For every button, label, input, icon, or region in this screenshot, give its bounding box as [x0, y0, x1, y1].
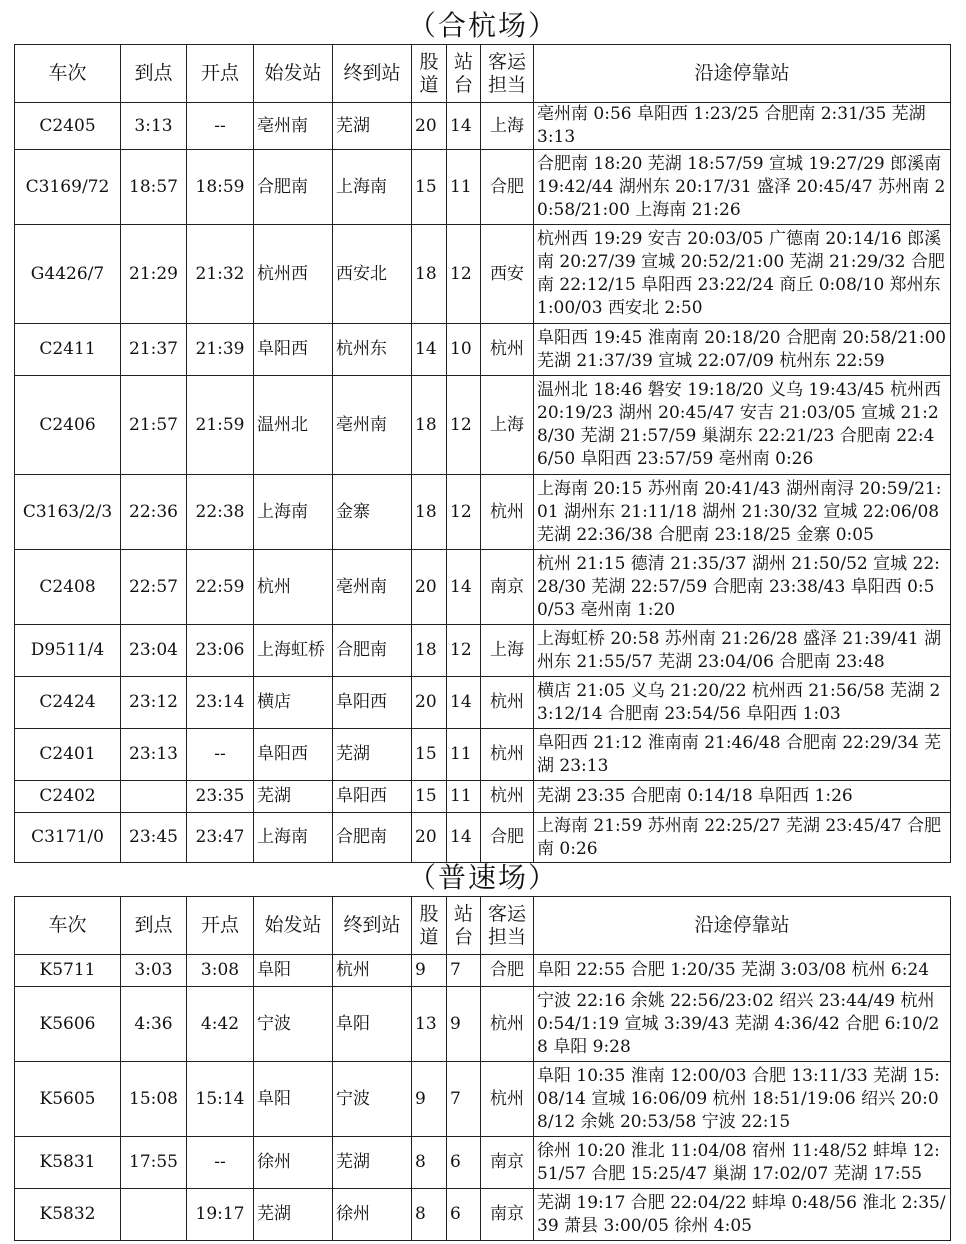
cell-depart: 22:38 [187, 475, 254, 550]
table-row [15, 324, 951, 376]
cell-depart: 21:32 [187, 225, 254, 324]
table-row [15, 987, 951, 1062]
cell-track: 18 [412, 225, 447, 324]
table-row [15, 813, 951, 863]
cell-track: 9 [412, 955, 447, 987]
cell-arrive [121, 1189, 187, 1241]
cell-terminus: 宁波 [333, 1062, 412, 1137]
cell-track: 13 [412, 987, 447, 1062]
cell-arrive: 23:04 [121, 625, 187, 677]
cell-stops: 杭州 21:15 德清 21:35/37 湖州 21:50/52 宣城 22:28/30 芜湖 22:57/59 合肥南 23:38/43 阜阳西 0:50/53 亳州南 1:20 [534, 550, 951, 625]
header-stops: 沿途停靠站 [534, 45, 951, 103]
header-origin: 始发站 [254, 897, 333, 955]
cell-terminus: 亳州南 [333, 550, 412, 625]
cell-terminus: 亳州南 [333, 376, 412, 475]
section-title-pusu: （普速场） [407, 861, 558, 894]
cell-terminus: 阜阳西 [333, 781, 412, 813]
cell-stops: 上海南 21:59 苏州南 22:25/27 芜湖 23:45/47 合肥南 0:26 [534, 813, 951, 863]
cell-terminus: 芜湖 [333, 103, 412, 150]
cell-stops: 合肥南 18:20 芜湖 18:57/59 宣城 19:27/29 郎溪南 19:42/44 湖州东 20:17/31 盛泽 20:45/47 苏州南 20:58/21:00 上海南 21:26 [534, 150, 951, 225]
cell-track: 14 [412, 324, 447, 376]
cell-origin: 横店 [254, 677, 333, 729]
table-row [15, 781, 951, 813]
cell-arrive: 18:57 [121, 150, 187, 225]
table-row [15, 729, 951, 781]
cell-stops: 上海虹桥 20:58 苏州南 21:26/28 盛泽 21:39/41 湖州东 21:55/57 芜湖 23:04/06 合肥南 23:48 [534, 625, 951, 677]
cell-terminus: 芜湖 [333, 729, 412, 781]
cell-train: C2402 [15, 781, 121, 813]
cell-train: K5605 [15, 1062, 121, 1137]
header-track: 股道 [412, 897, 447, 955]
cell-depart: 18:59 [187, 150, 254, 225]
table-row [15, 475, 951, 550]
cell-origin: 上海虹桥 [254, 625, 333, 677]
table-row [15, 1137, 951, 1189]
cell-origin: 阜阳西 [254, 729, 333, 781]
cell-platform: 12 [447, 625, 481, 677]
header-depart: 开点 [187, 45, 254, 103]
cell-origin: 阜阳西 [254, 324, 333, 376]
cell-terminus: 西安北 [333, 225, 412, 324]
header-depart: 开点 [187, 897, 254, 955]
table-row [15, 955, 951, 987]
cell-terminus: 杭州 [333, 955, 412, 987]
cell-operator: 杭州 [481, 677, 534, 729]
cell-train: K5831 [15, 1137, 121, 1189]
cell-platform: 12 [447, 225, 481, 324]
cell-track: 15 [412, 150, 447, 225]
cell-arrive: 4:36 [121, 987, 187, 1062]
header-stops: 沿途停靠站 [534, 897, 951, 955]
table-row [15, 376, 951, 475]
table-header-row [15, 45, 951, 103]
cell-platform: 11 [447, 781, 481, 813]
cell-terminus: 杭州东 [333, 324, 412, 376]
cell-terminus: 上海南 [333, 150, 412, 225]
cell-stops: 阜阳 10:35 淮南 12:00/03 合肥 13:11/33 芜湖 15:08/14 宣城 16:06/09 杭州 18:51/19:06 绍兴 20:08/12 余姚 20:53/58 宁波 22:15 [534, 1062, 951, 1137]
cell-stops: 上海南 20:15 苏州南 20:41/43 湖州南浔 20:59/21:01 湖州东 21:11/18 湖州 21:30/32 宣城 22:06/08 芜湖 22:36/38 合肥南 23:18/25 金寨 0:05 [534, 475, 951, 550]
cell-stops: 亳州南 0:56 阜阳西 1:23/25 合肥南 2:31/35 芜湖 3:13 [534, 103, 951, 150]
header-train: 车次 [15, 45, 121, 103]
cell-origin: 芜湖 [254, 1189, 333, 1241]
cell-depart: -- [187, 1137, 254, 1189]
cell-arrive: 17:55 [121, 1137, 187, 1189]
table-row [15, 150, 951, 225]
cell-track: 18 [412, 475, 447, 550]
cell-train: C2424 [15, 677, 121, 729]
cell-arrive: 21:29 [121, 225, 187, 324]
cell-arrive: 15:08 [121, 1062, 187, 1137]
cell-terminus: 阜阳 [333, 987, 412, 1062]
cell-depart: -- [187, 103, 254, 150]
cell-platform: 14 [447, 813, 481, 863]
cell-depart: -- [187, 729, 254, 781]
cell-platform: 11 [447, 150, 481, 225]
table-row [15, 1062, 951, 1137]
cell-depart: 23:14 [187, 677, 254, 729]
cell-origin: 杭州 [254, 550, 333, 625]
cell-operator: 上海 [481, 625, 534, 677]
cell-depart: 4:42 [187, 987, 254, 1062]
table-row [15, 103, 951, 150]
cell-train: C3169/72 [15, 150, 121, 225]
cell-arrive: 3:13 [121, 103, 187, 150]
cell-operator: 杭州 [481, 781, 534, 813]
table-row [15, 625, 951, 677]
table-row [15, 225, 951, 324]
cell-platform: 7 [447, 1062, 481, 1137]
cell-depart: 23:06 [187, 625, 254, 677]
cell-train: C2406 [15, 376, 121, 475]
header-track: 股道 [412, 45, 447, 103]
header-terminus: 终到站 [333, 45, 412, 103]
cell-terminus: 阜阳西 [333, 677, 412, 729]
cell-terminus: 合肥南 [333, 625, 412, 677]
cell-track: 8 [412, 1189, 447, 1241]
cell-stops: 宁波 22:16 余姚 22:56/23:02 绍兴 23:44/49 杭州 0:54/1:19 宣城 3:39/43 芜湖 4:36/42 合肥 6:10/28 阜阳 9:28 [534, 987, 951, 1062]
cell-depart: 15:14 [187, 1062, 254, 1137]
cell-train: C2408 [15, 550, 121, 625]
cell-arrive: 22:57 [121, 550, 187, 625]
table-row [15, 1189, 951, 1241]
cell-operator: 南京 [481, 1189, 534, 1241]
cell-origin: 杭州西 [254, 225, 333, 324]
cell-stops: 阜阳 22:55 合肥 1:20/35 芜湖 3:03/08 杭州 6:24 [534, 955, 951, 987]
header-terminus: 终到站 [333, 897, 412, 955]
cell-stops: 温州北 18:46 磐安 19:18/20 义乌 19:43/45 杭州西 20:19/23 湖州 20:45/47 安吉 21:03/05 宣城 21:28/30 芜湖 21:57/59 巢湖东 22:21/23 合肥南 22:46/50 阜阳西 23:57/59 亳州南 0:26 [534, 376, 951, 475]
cell-arrive: 22:36 [121, 475, 187, 550]
cell-arrive [121, 781, 187, 813]
cell-origin: 宁波 [254, 987, 333, 1062]
cell-train: K5606 [15, 987, 121, 1062]
cell-operator: 合肥 [481, 955, 534, 987]
cell-operator: 西安 [481, 225, 534, 324]
cell-terminus: 徐州 [333, 1189, 412, 1241]
schedule-table-pusu [14, 896, 951, 1241]
cell-track: 20 [412, 550, 447, 625]
cell-origin: 合肥南 [254, 150, 333, 225]
cell-train: C3171/0 [15, 813, 121, 863]
header-train: 车次 [15, 897, 121, 955]
cell-platform: 9 [447, 987, 481, 1062]
cell-arrive: 23:45 [121, 813, 187, 863]
cell-train: C2405 [15, 103, 121, 150]
cell-depart: 21:59 [187, 376, 254, 475]
cell-origin: 上海南 [254, 475, 333, 550]
header-platform: 站台 [447, 897, 481, 955]
cell-stops: 芜湖 23:35 合肥南 0:14/18 阜阳西 1:26 [534, 781, 951, 813]
header-platform: 站台 [447, 45, 481, 103]
cell-depart: 19:17 [187, 1189, 254, 1241]
cell-depart: 23:35 [187, 781, 254, 813]
cell-stops: 阜阳西 19:45 淮南南 20:18/20 合肥南 20:58/21:00 芜湖 21:37/39 宣城 22:07/09 杭州东 22:59 [534, 324, 951, 376]
cell-terminus: 芜湖 [333, 1137, 412, 1189]
section-title-hehang: （合杭场） [407, 9, 558, 42]
cell-platform: 14 [447, 550, 481, 625]
header-arrive: 到点 [121, 45, 187, 103]
cell-operator: 杭州 [481, 475, 534, 550]
cell-origin: 亳州南 [254, 103, 333, 150]
cell-depart: 21:39 [187, 324, 254, 376]
cell-stops: 徐州 10:20 淮北 11:04/08 宿州 11:48/52 蚌埠 12:51/57 合肥 15:25/47 巢湖 17:02/07 芜湖 17:55 [534, 1137, 951, 1189]
cell-arrive: 21:57 [121, 376, 187, 475]
header-operator: 客运担当 [481, 45, 534, 103]
cell-operator: 南京 [481, 550, 534, 625]
cell-track: 20 [412, 677, 447, 729]
cell-depart: 23:47 [187, 813, 254, 863]
cell-stops: 芜湖 19:17 合肥 22:04/22 蚌埠 0:48/56 淮北 2:35/39 萧县 3:00/05 徐州 4:05 [534, 1189, 951, 1241]
cell-platform: 11 [447, 729, 481, 781]
cell-depart: 3:08 [187, 955, 254, 987]
cell-arrive: 23:12 [121, 677, 187, 729]
cell-track: 18 [412, 625, 447, 677]
cell-train: C2401 [15, 729, 121, 781]
cell-track: 15 [412, 729, 447, 781]
cell-train: K5711 [15, 955, 121, 987]
cell-terminus: 金寨 [333, 475, 412, 550]
cell-platform: 7 [447, 955, 481, 987]
cell-arrive: 3:03 [121, 955, 187, 987]
schedule-table-hehang [14, 44, 951, 863]
cell-operator: 上海 [481, 103, 534, 150]
cell-operator: 杭州 [481, 987, 534, 1062]
header-arrive: 到点 [121, 897, 187, 955]
cell-operator: 合肥 [481, 150, 534, 225]
cell-operator: 杭州 [481, 324, 534, 376]
cell-origin: 阜阳 [254, 955, 333, 987]
cell-origin: 阜阳 [254, 1062, 333, 1137]
cell-track: 20 [412, 103, 447, 150]
cell-arrive: 23:13 [121, 729, 187, 781]
cell-operator: 上海 [481, 376, 534, 475]
cell-track: 9 [412, 1062, 447, 1137]
table-row [15, 550, 951, 625]
cell-train: K5832 [15, 1189, 121, 1241]
cell-operator: 合肥 [481, 813, 534, 863]
table-row [15, 677, 951, 729]
cell-train: C3163/2/3 [15, 475, 121, 550]
cell-operator: 杭州 [481, 729, 534, 781]
header-operator: 客运担当 [481, 897, 534, 955]
cell-origin: 芜湖 [254, 781, 333, 813]
cell-stops: 杭州西 19:29 安吉 20:03/05 广德南 20:14/16 郎溪南 20:27/39 宣城 20:52/21:00 芜湖 21:29/32 合肥南 22:12/15 阜阳西 23:22/24 商丘 0:08/10 郑州东 1:00/03 西安北 2:50 [534, 225, 951, 324]
cell-stops: 阜阳西 21:12 淮南南 21:46/48 合肥南 22:29/34 芜湖 23:13 [534, 729, 951, 781]
cell-depart: 22:59 [187, 550, 254, 625]
cell-platform: 12 [447, 475, 481, 550]
cell-origin: 上海南 [254, 813, 333, 863]
cell-platform: 6 [447, 1189, 481, 1241]
cell-terminus: 合肥南 [333, 813, 412, 863]
cell-arrive: 21:37 [121, 324, 187, 376]
cell-origin: 徐州 [254, 1137, 333, 1189]
cell-track: 20 [412, 813, 447, 863]
cell-platform: 10 [447, 324, 481, 376]
cell-stops: 横店 21:05 义乌 21:20/22 杭州西 21:56/58 芜湖 23:12/14 合肥南 23:54/56 阜阳西 1:03 [534, 677, 951, 729]
cell-operator: 南京 [481, 1137, 534, 1189]
cell-track: 18 [412, 376, 447, 475]
cell-train: C2411 [15, 324, 121, 376]
table-header-row [15, 897, 951, 955]
cell-platform: 14 [447, 677, 481, 729]
cell-train: D9511/4 [15, 625, 121, 677]
cell-origin: 温州北 [254, 376, 333, 475]
header-origin: 始发站 [254, 45, 333, 103]
cell-train: G4426/7 [15, 225, 121, 324]
cell-track: 15 [412, 781, 447, 813]
cell-platform: 14 [447, 103, 481, 150]
cell-platform: 6 [447, 1137, 481, 1189]
cell-track: 8 [412, 1137, 447, 1189]
cell-operator: 杭州 [481, 1062, 534, 1137]
cell-platform: 12 [447, 376, 481, 475]
